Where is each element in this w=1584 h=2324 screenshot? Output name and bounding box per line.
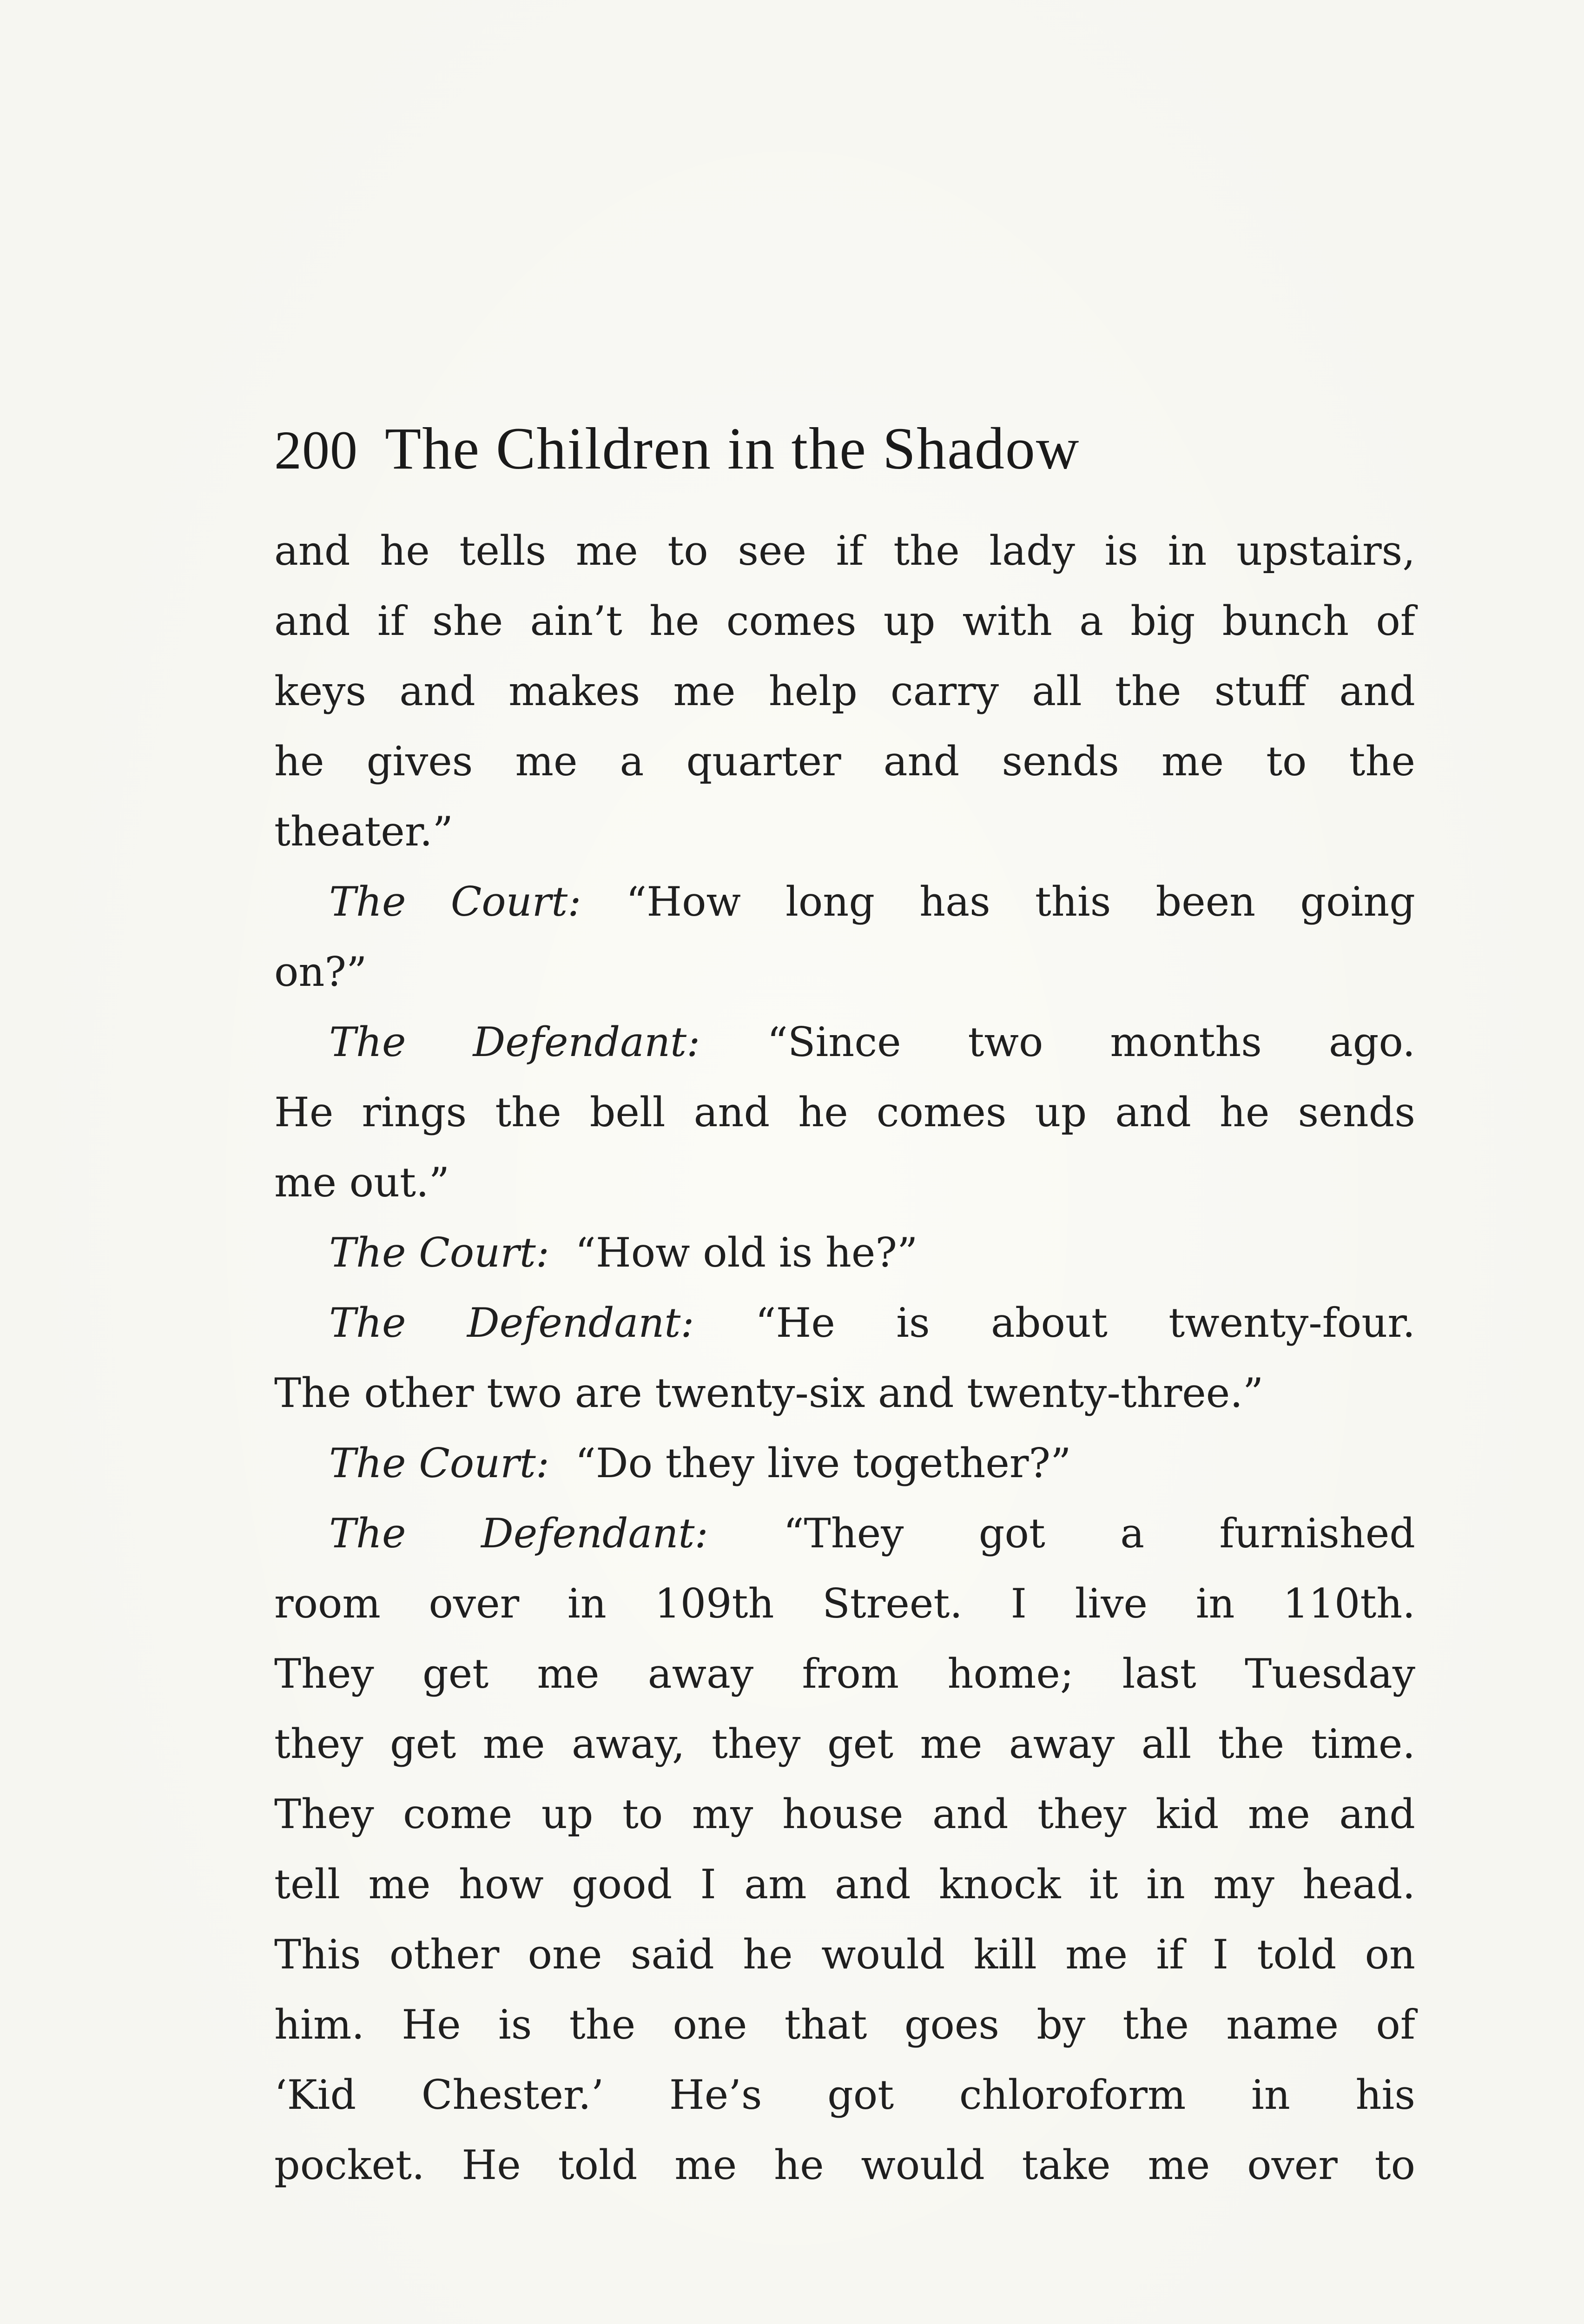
text-line: This other one said he would kill me if I told on xyxy=(274,1931,1415,1978)
speaker-label: The Court: xyxy=(329,1229,550,1276)
dialogue-text: “How old is he?” xyxy=(575,1229,918,1276)
body-text xyxy=(274,516,1415,2200)
running-title: The Children in the Shadow xyxy=(385,416,1080,482)
text-line: and if she ain’t he comes up with a big bunch of xyxy=(274,597,1415,645)
text-line: they get me away, they get me away all the time. xyxy=(274,1720,1415,1768)
speaker-label: The Court: xyxy=(329,1439,550,1487)
text-line: room over in 109th Street. I live in 110th. xyxy=(274,1580,1415,1627)
text-line: They come up to my house and they kid me and xyxy=(274,1790,1415,1838)
text-line: him. He is the one that goes by the name of xyxy=(274,2001,1415,2048)
dialogue-text: “Do they live together?” xyxy=(575,1439,1071,1487)
text-line: on?” xyxy=(274,948,367,996)
text-line: he gives me a quarter and sends me to the xyxy=(274,738,1415,785)
speaker-label: The Court: xyxy=(329,878,581,925)
text-line: He rings the bell and he comes up and he sends xyxy=(274,1089,1415,1136)
text-line: me out.” xyxy=(274,1159,450,1206)
page-header xyxy=(274,409,1418,488)
dialogue-text: “They got a furnished xyxy=(783,1510,1415,1557)
dialogue-text: “He is about twenty-four. xyxy=(755,1299,1415,1347)
text-line: The other two are twenty-six and twenty-three.” xyxy=(274,1369,1264,1417)
speaker-label: The Defendant: xyxy=(329,1299,694,1347)
dialogue-line xyxy=(274,1218,1415,1288)
dialogue-text: “How long has this been going xyxy=(626,878,1416,925)
text-line: theater.” xyxy=(274,808,453,855)
text-line: and he tells me to see if the lady is in upstairs, xyxy=(274,527,1415,574)
dialogue-line xyxy=(274,1499,1415,1569)
speaker-label: The Defendant: xyxy=(329,1510,708,1557)
page-number: 200 xyxy=(274,420,358,481)
text-line: tell me how good I am and knock it in my head. xyxy=(274,1861,1415,1908)
dialogue-line xyxy=(274,1288,1415,1358)
text-line: They get me away from home; last Tuesday xyxy=(274,1650,1415,1697)
dialogue-line xyxy=(274,1428,1415,1499)
speaker-label: The Defendant: xyxy=(329,1018,700,1066)
text-line: ‘Kid Chester.’ He’s got chloroform in his xyxy=(274,2071,1415,2119)
text-line: pocket. He told me he would take me over to xyxy=(274,2141,1415,2189)
dialogue-text: “Since two months ago. xyxy=(767,1018,1416,1066)
dialogue-line xyxy=(274,867,1415,937)
text-line: keys and makes me help carry all the stuff and xyxy=(274,667,1415,715)
dialogue-line xyxy=(274,1007,1415,1077)
